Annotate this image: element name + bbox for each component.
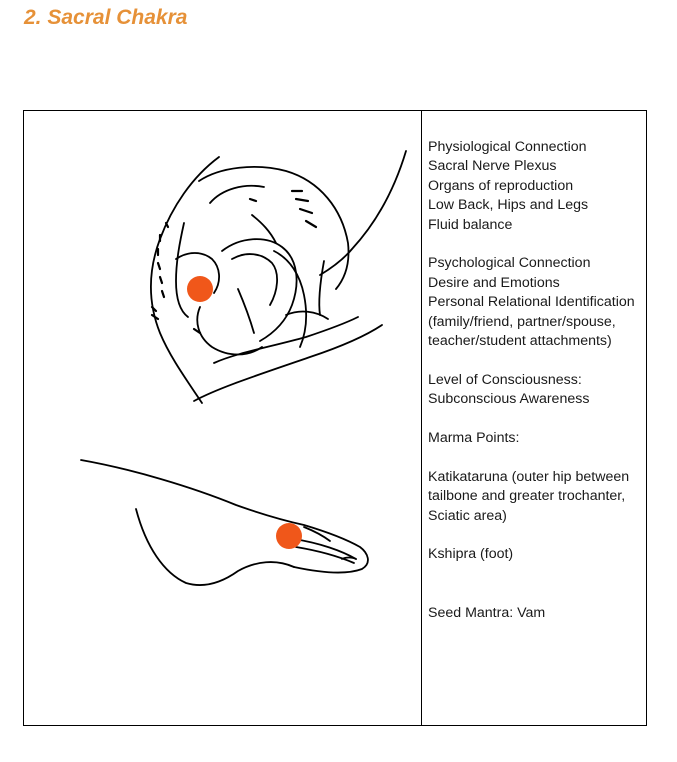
physiological-heading: Physiological Connection	[428, 139, 587, 155]
body-illustration	[24, 111, 421, 725]
kshipra-marker-foot	[276, 523, 302, 549]
psychological-item: Desire and Emotions	[428, 274, 560, 291]
consciousness-value: Subconscious Awareness	[428, 391, 590, 408]
hip-drawing	[151, 151, 406, 403]
chakra-details	[428, 138, 642, 623]
sacral-marker-hip	[187, 276, 213, 302]
consciousness-heading: Level of Consciousness:	[428, 371, 582, 388]
psychological-heading: Psychological Connection	[428, 255, 591, 272]
physiological-item: Fluid balance	[428, 216, 513, 233]
marma-point: Katikataruna (outer hip between tailbone and greater trochanter, Sciatic area)	[428, 468, 630, 524]
physiological-item: Low Back, Hips and Legs	[428, 197, 589, 214]
seed-mantra: Seed Mantra: Vam	[428, 604, 546, 621]
foot-drawing	[81, 460, 368, 585]
column-divider	[421, 111, 422, 725]
physiological-item: Organs of reproduction	[428, 177, 574, 194]
physiological-item: Sacral Nerve Plexus	[428, 158, 557, 175]
page-title: 2. Sacral Chakra	[24, 6, 188, 29]
marma-point: Kshipra (foot)	[428, 546, 514, 563]
psychological-item: Personal Relational Identification (family/friend, partner/spouse, teacher/student attachments)	[428, 294, 635, 350]
marma-heading: Marma Points:	[428, 430, 520, 447]
chakra-table	[23, 110, 647, 726]
